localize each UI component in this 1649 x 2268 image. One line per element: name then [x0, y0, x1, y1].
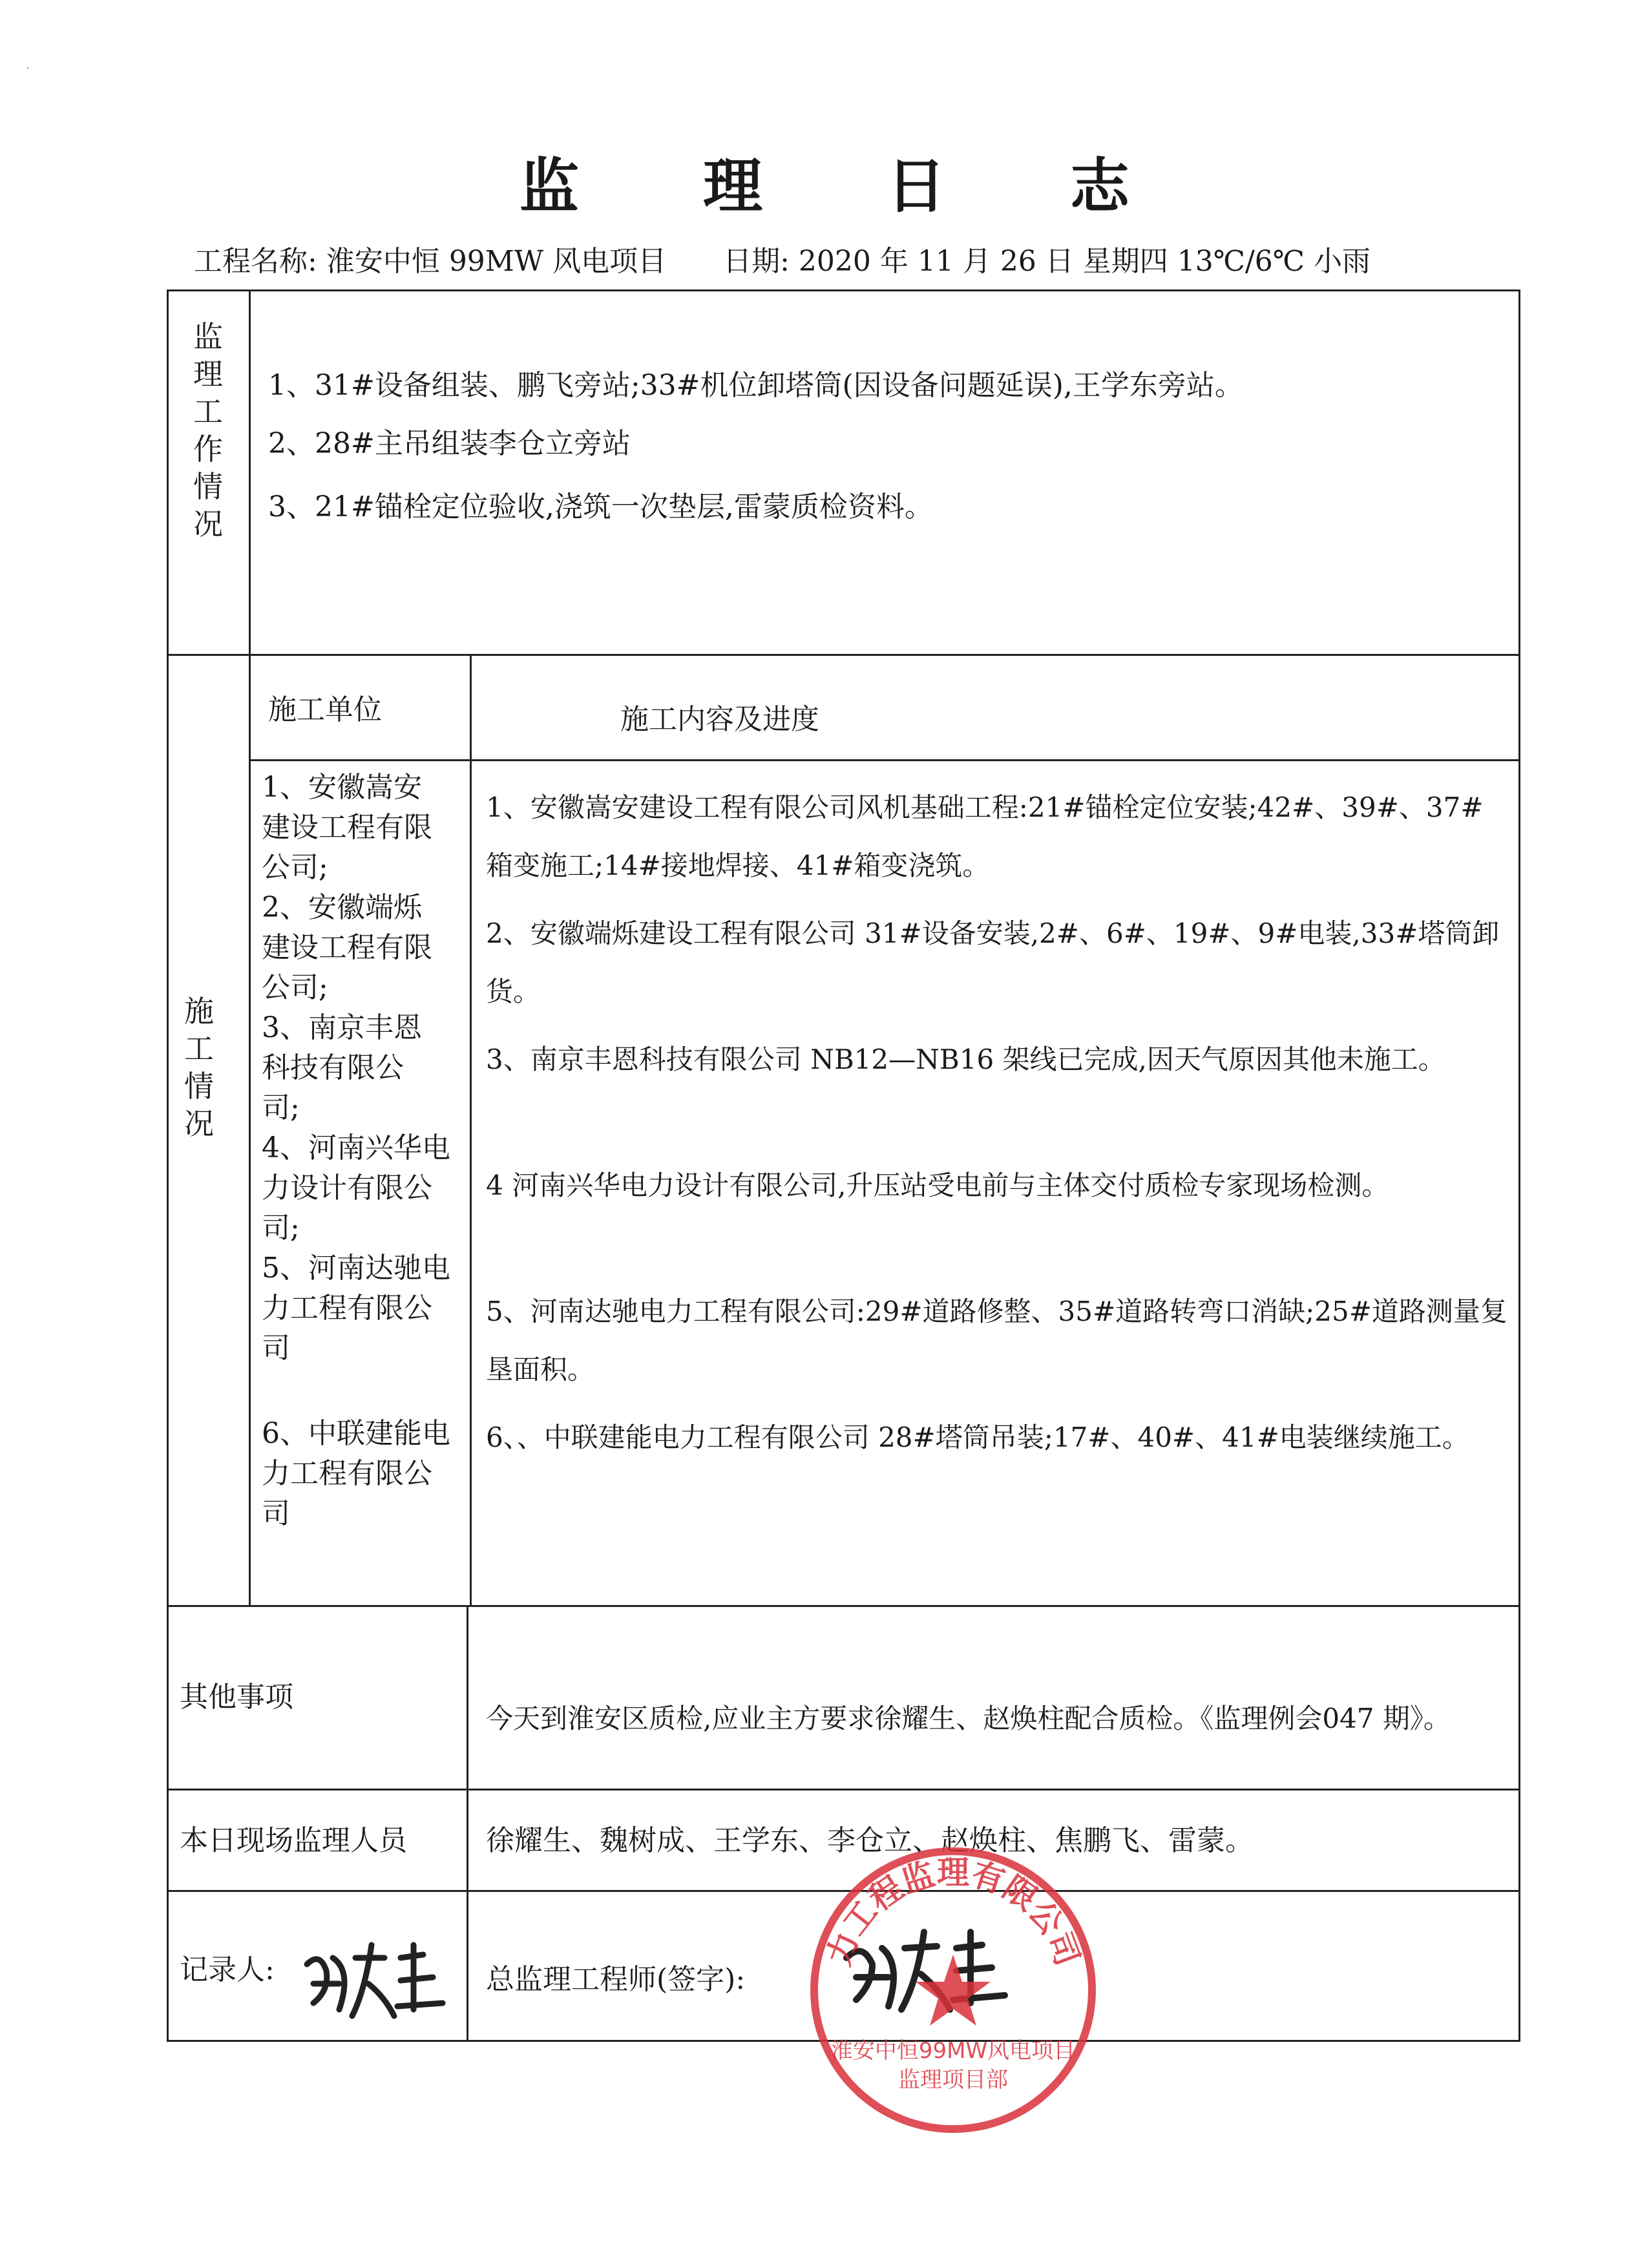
chief-label: 总监理工程师(签字):	[486, 1963, 746, 1996]
unit-line: 司;	[262, 1091, 300, 1124]
seal-ring-text: 力工程监理有限公司	[819, 1853, 1087, 1971]
svg-text:力工程监理有限公司	[820, 1854, 1087, 1971]
progress-3: 3、南京丰恩科技有限公司 NB12—NB16 架线已完成,因天气原因其他未施工。	[486, 1044, 1445, 1075]
unit-2	[262, 888, 468, 1008]
unit-line: 3、南京丰恩	[262, 1011, 422, 1044]
unit-line: 6、中联建能电	[262, 1417, 450, 1450]
label-char: 况	[184, 1106, 214, 1141]
project-name: 淮安中恒 99MW 风电项目	[326, 245, 667, 278]
label-char: 工	[193, 394, 223, 429]
progress-4: 4 河南兴华电力设计有限公司,升压站受电前与主体交付质检专家现场检测。	[486, 1170, 1389, 1201]
staff-content: 徐耀生、魏树成、王学东、李仓立、赵焕柱、焦鹏飞、雷蒙。	[486, 1824, 1254, 1857]
unit-line: 公司;	[262, 971, 328, 1004]
official-seal	[801, 1838, 1105, 2142]
divider-unit-col	[470, 654, 472, 1605]
project-label: 工程名称:	[194, 245, 317, 278]
label-char: 情	[184, 1069, 214, 1104]
progress-column-header: 施工内容及进度	[620, 703, 819, 736]
work-item-2: 2、28#主吊组装李仓立旁站	[268, 427, 631, 460]
unit-line: 司	[262, 1332, 290, 1365]
progress-6: 6、、中联建能电力工程有限公司 28#塔筒吊装;17#、40#、41#电装继续施工。	[486, 1422, 1469, 1453]
unit-6	[262, 1414, 468, 1534]
label-char: 工	[184, 1031, 214, 1066]
divider-work-bottom	[167, 654, 1520, 656]
unit-line: 4、河南兴华电	[262, 1131, 450, 1164]
work-item-1: 1、31#设备组装、鹏飞旁站;33#机位卸塔筒(因设备问题延误),王学东旁站。	[268, 369, 1243, 402]
progress-2: 2、安徽端烁建设工程有限公司 31#设备安装,2#、6#、19#、9#电装,33#塔筒卸货。	[486, 918, 1500, 1007]
unit-line: 力工程有限公	[262, 1292, 432, 1325]
label-char: 施	[184, 994, 214, 1029]
unit-3	[262, 1008, 468, 1128]
seal-inner-text-2: 监理项目部	[898, 2067, 1008, 2093]
label-char: 况	[193, 507, 223, 541]
staff-label: 本日现场监理人员	[180, 1824, 407, 1857]
divider-construction-header	[249, 759, 1520, 761]
divider-left-col	[249, 289, 251, 1605]
divider-other-bottom	[167, 1789, 1520, 1790]
unit-5	[262, 1248, 468, 1369]
label-char: 作	[193, 432, 223, 467]
unit-4	[262, 1128, 468, 1248]
seal-inner-text-1: 淮安中恒99MW风电项目	[830, 2038, 1076, 2064]
date-value: 2020 年 11 月 26 日 星期四 13℃/6℃ 小雨	[798, 245, 1371, 278]
page-title: 监 理 日 志	[519, 151, 1182, 221]
unit-line: 建设工程有限	[262, 811, 432, 844]
label-char: 情	[193, 469, 223, 504]
recorder-label: 记录人:	[180, 1953, 275, 1986]
recorder-signature	[294, 1932, 462, 2029]
work-section-label	[189, 318, 227, 543]
scan-mark: ·	[26, 61, 30, 75]
unit-line: 力工程有限公	[262, 1457, 432, 1490]
unit-line: 建设工程有限	[262, 931, 432, 964]
label-char: 理	[193, 357, 223, 392]
unit-line: 2、安徽端烁	[262, 891, 422, 924]
date-label: 日期:	[723, 245, 790, 278]
progress-5: 5、河南达驰电力工程有限公司:29#道路修整、35#道路转弯口消缺;25#道路测量复垦面积。	[486, 1296, 1507, 1385]
unit-line: 1、安徽嵩安	[262, 771, 422, 804]
unit-line: 科技有限公	[262, 1051, 404, 1084]
unit-line: 5、河南达驰电	[262, 1252, 450, 1285]
unit-column-header: 施工单位	[268, 693, 382, 726]
unit-line: 公司;	[262, 851, 328, 884]
unit-1	[262, 768, 468, 888]
header-line	[194, 238, 1380, 279]
unit-line: 司;	[262, 1212, 300, 1244]
other-label: 其他事项	[180, 1681, 293, 1714]
divider-construction-bottom	[167, 1605, 1520, 1607]
other-content: 今天到淮安区质检,应业主方要求徐耀生、赵焕柱配合质检。《监理例会047 期》。	[486, 1703, 1451, 1734]
work-item-3: 3、21#锚栓定位验收,浇筑一次垫层,雷蒙质检资料。	[268, 490, 933, 523]
unit-line: 力设计有限公	[262, 1171, 432, 1204]
unit-line: 司	[262, 1497, 290, 1530]
divider-label-col	[467, 1605, 468, 2042]
label-char: 监	[193, 319, 223, 354]
progress-1: 1、安徽嵩安建设工程有限公司风机基础工程:21#锚栓定位安装;42#、39#、37#箱变施工;14#接地焊接、41#箱变浇筑。	[486, 792, 1484, 881]
construction-section-label	[180, 992, 218, 1142]
